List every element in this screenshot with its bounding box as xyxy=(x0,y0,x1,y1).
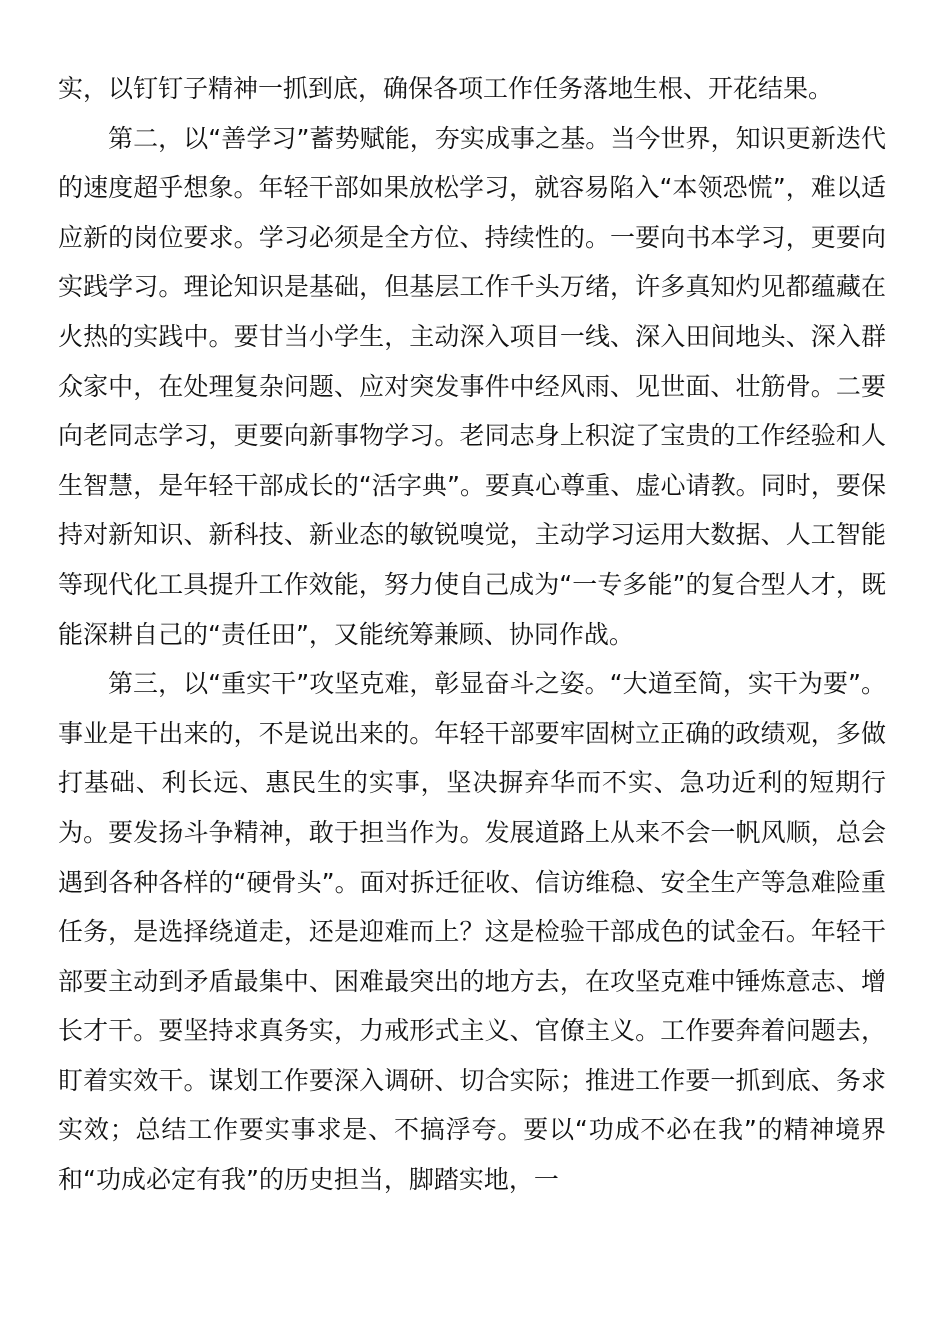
paragraph-continuation: 实，以钉钉子精神一抓到底，确保各项工作任务落地生根、开花结果。 xyxy=(58,74,834,103)
paragraph-second-point: 第二，以“善学习”蓄势赋能，夯实成事之基。当今世界，知识更新迭代的速度超乎想象。年轻干部如果放松学习，就容易陷入“本领恐慌”，难以适应新的岗位要求。学习必须是全方位、持续性的。一要向书本学习，更要向实践学习。理论知识是基础，但基层工作千头万绪，许多真知灼见都蕴藏在火热的实践中。要甘当小学生，主动深入项目一线、深入田间地头、深入群众家中，在处理复杂问题、应对突发事件中经风雨、见世面、壮筋骨。二要向老同志学习，更要向新事物学习。老同志身上积淀了宝贵的工作经验和人生智慧，是年轻干部成长的“活字典”。要真心尊重、虚心请教。同时，要保持对新知识、新科技、新业态的敏锐嗅觉，主动学习运用大数据、人工智能等现代化工具提升工作效能，努力使自己成为“一专多能”的复合型人才，既能深耕自己的“责任田”，又能统筹兼顾、协同作战。 xyxy=(58,123,886,649)
paragraph-third-point: 第三，以“重实干”攻坚克难，彰显奋斗之姿。“大道至简，实干为要”。事业是干出来的，不是说出来的。年轻干部要牢固树立正确的政绩观，多做打基础、利长远、惠民生的实事，坚决摒弃华而不实、急功近利的短期行为。要发扬斗争精神，敢于担当作为。发展道路上从来不会一帆风顺，总会遇到各种各样的“硬骨头”。面对拆迁征收、信访维稳、安全生产等急难险重任务，是选择绕道走，还是迎难而上？这是检验干部成色的试金石。年轻干部要主动到矛盾最集中、困难最突出的地方去，在攻坚克难中锤炼意志、增长才干。要坚持求真务实，力戒形式主义、官僚主义。工作要奔着问题去，盯着实效干。谋划工作要深入调研、切合实际；推进工作要一抓到底、务求实效；总结工作要实事求是、不搞浮夸。要以“功成不必在我”的精神境界和“功成必定有我”的历史担当，脚踏实地，一 xyxy=(58,669,886,1195)
document-page xyxy=(58,64,886,1205)
